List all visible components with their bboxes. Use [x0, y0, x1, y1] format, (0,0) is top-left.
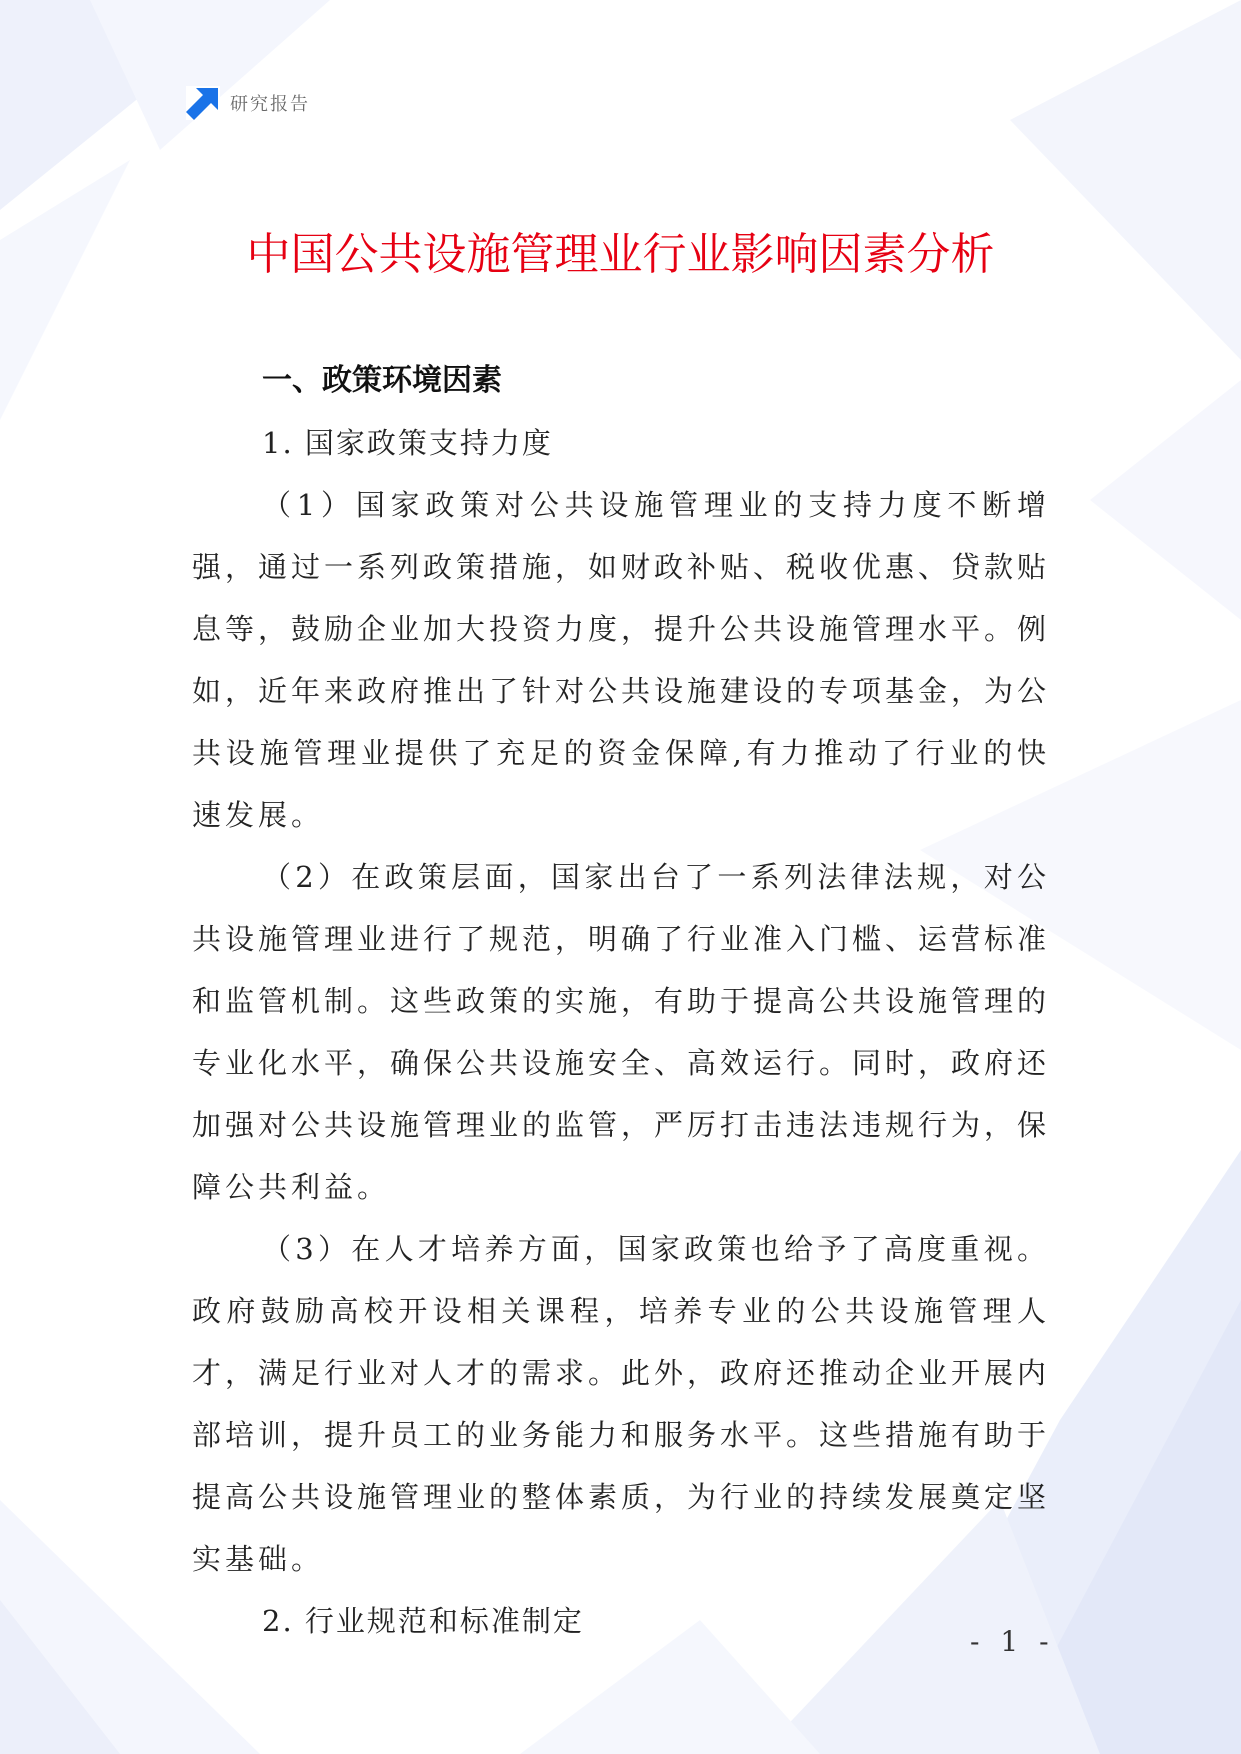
page-number: - 1 - — [970, 1625, 1055, 1658]
header-label: 研究报告 — [230, 94, 310, 115]
header — [186, 86, 310, 120]
document-body — [192, 350, 1050, 1652]
subsection-heading: 1. 国家政策支持力度 — [262, 426, 553, 460]
section-heading: 一、政策环境因素 — [262, 363, 502, 398]
paragraph: （3）在人才培养方面，国家政策也给予了高度重视。政府鼓励高校开设相关课程，培养专业的公共设施管理人才，满足行业对人才的需求。此外，政府还推动企业开展内部培训，提升员工的业务能力和服务水平。这些措施有助于提高公共设施管理业的整体素质，为行业的持续发展奠定坚实基础。 — [192, 1232, 1051, 1576]
paragraph: （2）在政策层面，国家出台了一系列法律法规，对公共设施管理业进行了规范，明确了行业准入门槛、运营标准和监管机制。这些政策的实施，有助于提高公共设施管理的专业化水平，确保公共设施安全、高效运行。同时，政府还加强对公共设施管理业的监管，严厉打击违法违规行为，保障公共利益。 — [192, 860, 1051, 1204]
document-title: 中国公共设施管理业行业影响因素分析 — [246, 229, 995, 280]
arrow-up-right-icon — [186, 86, 220, 120]
paragraph: （1）国家政策对公共设施管理业的支持力度不断增强，通过一系列政策措施，如财政补贴、税收优惠、贷款贴息等，鼓励企业加大投资力度，提升公共设施管理水平。例如，近年来政府推出了针对公共设施建设的专项基金，为公共设施管理业提供了充足的资金保障,有力推动了行业的快速发展。 — [192, 488, 1051, 832]
subsection-heading: 2. 行业规范和标准制定 — [262, 1604, 584, 1638]
